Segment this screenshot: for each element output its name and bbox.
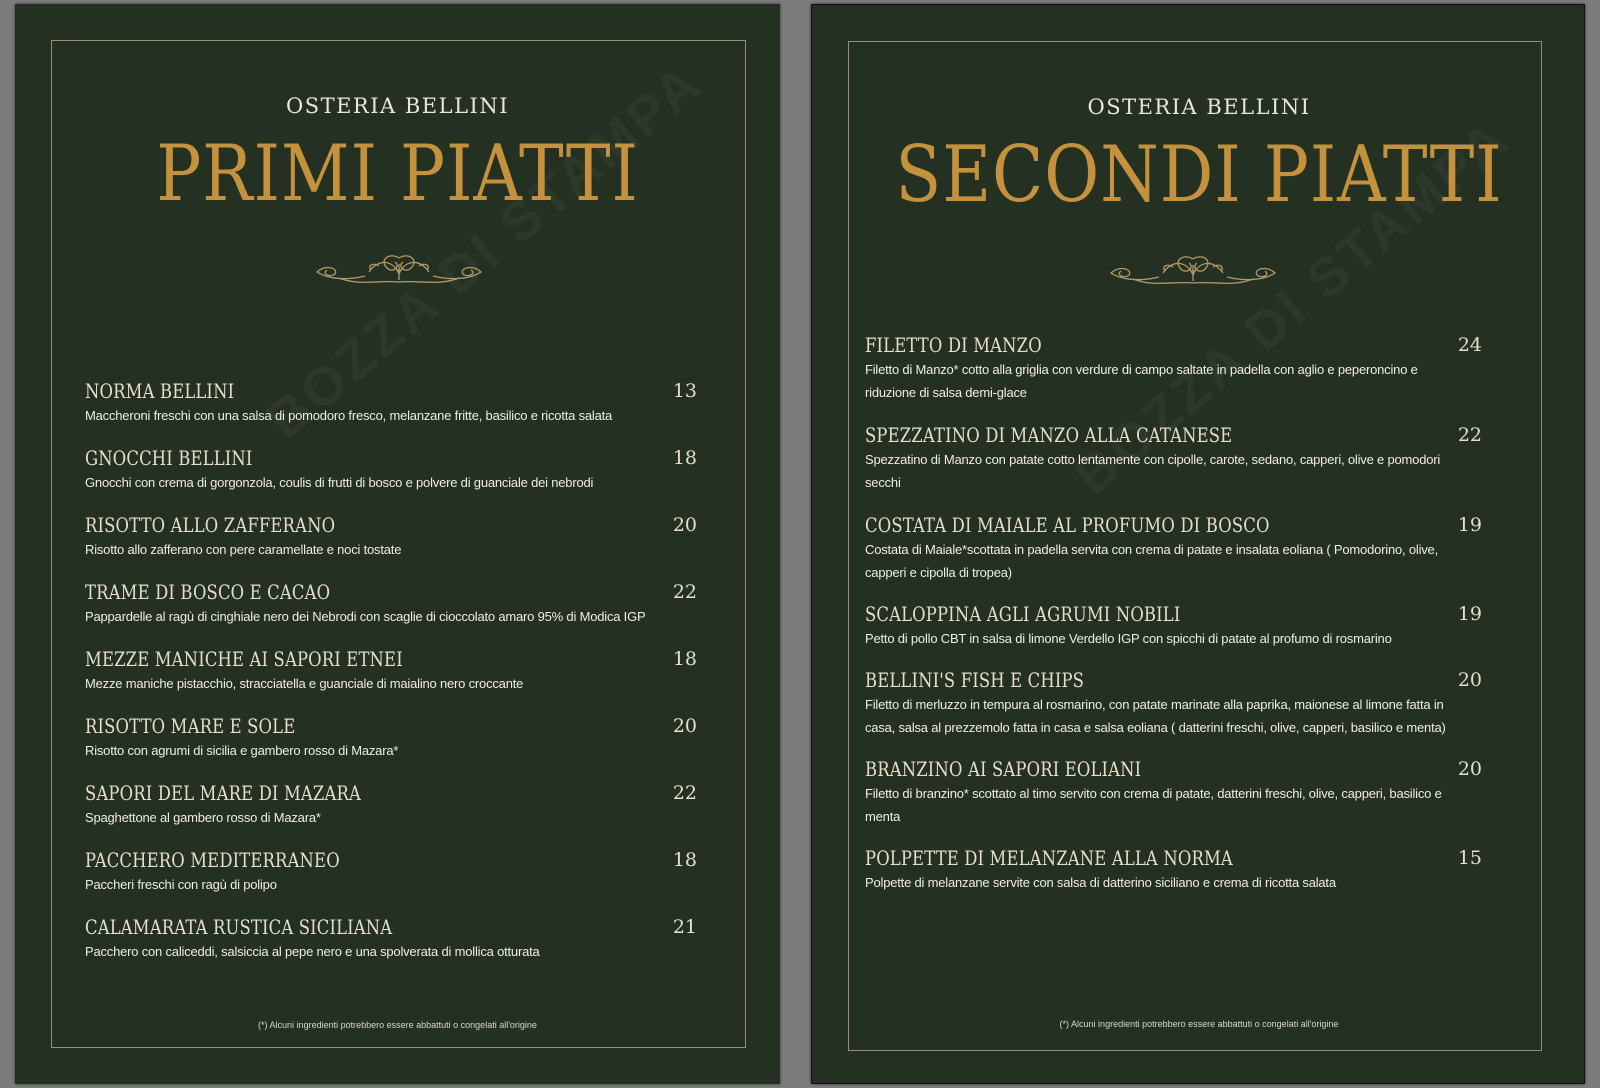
flourish-ornament-icon [309,250,489,290]
dish-name: MEZZE MANICHE AI SAPORI ETNEI [85,647,403,671]
page-title: PRIMI PIATTI [156,129,639,219]
dish-description: Pacchero con caliceddi, salsiccia al pepe nero e una spolverata di mollica otturata [85,944,540,959]
list-item [865,512,1482,601]
dish-name: COSTATA DI MAIALE AL PROFUMO DI BOSCO [865,513,1270,537]
dish-description: Maccheroni freschi con una salsa di pomodoro fresco, melanzane fritte, basilico e ricotta salata [85,408,613,423]
list-item [85,445,697,512]
dish-price: 20 [1457,758,1482,780]
restaurant-name: OSTERIA BELLINI [1087,95,1311,119]
list-item [85,512,697,579]
dish-name: SPEZZATINO DI MANZO ALLA CATANESE [865,423,1233,447]
dish-name: PACCHERO MEDITERRANEO [85,848,340,872]
dish-price: 19 [1457,603,1482,625]
dish-description: Pappardelle al ragù di cinghiale nero dei Nebrodi con scaglie di cioccolato amaro 95% di Modica IGP [85,609,646,624]
list-item [865,845,1482,911]
list-item [85,713,697,780]
dish-price: 20 [672,514,697,536]
dish-description: Paccheri freschi con ragù di polipo [85,877,277,892]
dish-name: TRAME DI BOSCO E CACAO [85,580,331,604]
dish-name: BRANZINO AI SAPORI EOLIANI [865,757,1142,781]
dish-description: Costata di Maiale*scottata in padella servita con crema di patate e insalata eoliana ( Pomodorino, olive, capperi e cipolla di tropea) [865,542,1439,580]
list-item [865,601,1482,667]
dish-description: Filetto di merluzzo in tempura al rosmarino, con patate marinate alla paprika, maionese al limone fatta in casa, salsa al prezzemolo fatta in casa e salsa eoliana ( datterini freschi, olive, capperi, basilico e menta) [865,697,1446,735]
dish-description: Gnocchi con crema di gorgonzola, coulis di frutti di bosco e polvere di guanciale dei nebrodi [85,475,594,490]
dish-description: Spaghettone al gambero rosso di Mazara* [85,810,321,825]
list-item [85,646,697,713]
dish-description: Polpette di melanzane servite con salsa di datterino siciliano e crema di ricotta salata [865,875,1336,890]
footnote: (*) Alcuni ingredienti potrebbero essere abbattuti o congelati all'origine [258,1020,537,1030]
dish-price: 18 [672,849,697,871]
dish-price: 18 [672,447,697,469]
dish-name: FILETTO DI MANZO [865,333,1042,357]
list-item [85,378,697,445]
list-item [85,780,697,847]
list-item [85,847,697,914]
dish-price: 20 [1457,669,1482,691]
dish-description: Risotto con agrumi di sicilia e gambero rosso di Mazara* [85,743,399,758]
dish-description: Mezze maniche pistacchio, stracciatella e guanciale di maialino nero croccante [85,676,524,691]
dish-description: Filetto di Manzo* cotto alla griglia con verdure di campo saltate in padella con aglio e peperoncino e riduzione di salsa demi-glace [865,362,1418,400]
dish-name: RISOTTO MARE E SOLE [85,714,296,738]
flourish-ornament-icon [1103,251,1283,291]
list-item [85,914,697,981]
dish-price: 24 [1457,334,1482,356]
dish-name: RISOTTO ALLO ZAFFERANO [85,513,336,537]
dish-price: 21 [672,916,697,938]
list-item [85,579,697,646]
dish-name: BELLINI'S FISH E CHIPS [865,668,1085,692]
dish-price: 22 [672,782,697,804]
dish-price: 15 [1457,847,1482,869]
dish-price: 13 [672,380,697,402]
dish-name: NORMA BELLINI [85,379,235,403]
dish-list [85,378,697,981]
dish-price: 20 [672,715,697,737]
dish-price: 18 [672,648,697,670]
footnote: (*) Alcuni ingredienti potrebbero essere abbattuti o congelati all'origine [1059,1019,1339,1029]
dish-description: Filetto di branzino* scottato al timo servito con crema di patate, datterini freschi, olive, capperi, basilico e menta [865,786,1442,824]
list-item [865,667,1482,756]
menu-page-primi [15,4,780,1084]
dish-name: CALAMARATA RUSTICA SICILIANA [85,915,393,939]
dish-name: SAPORI DEL MARE DI MAZARA [85,781,362,805]
dish-name: GNOCCHI BELLINI [85,446,253,470]
dish-list [865,332,1482,911]
dish-price: 22 [1457,424,1482,446]
list-item [865,756,1482,845]
dish-description: Risotto allo zafferano con pere caramellate e noci tostate [85,542,402,557]
dish-name: SCALOPPINA AGLI AGRUMI NOBILI [865,602,1181,626]
dish-description: Petto di pollo CBT in salsa di limone Verdello IGP con spicchi di patate al profumo di rosmarino [865,631,1392,646]
restaurant-name: OSTERIA BELLINI [285,94,509,118]
dish-price: 19 [1457,514,1482,536]
dish-price: 22 [672,581,697,603]
dish-name: POLPETTE DI MELANZANE ALLA NORMA [865,846,1233,870]
list-item [865,332,1482,422]
menu-page-secondi [811,4,1585,1084]
dish-description: Spezzatino di Manzo con patate cotto lentamente con cipolle, carote, sedano, capperi, olive e pomodori secchi [865,452,1441,490]
list-item [865,422,1482,512]
page-title: SECONDI PIATTI [895,130,1503,220]
